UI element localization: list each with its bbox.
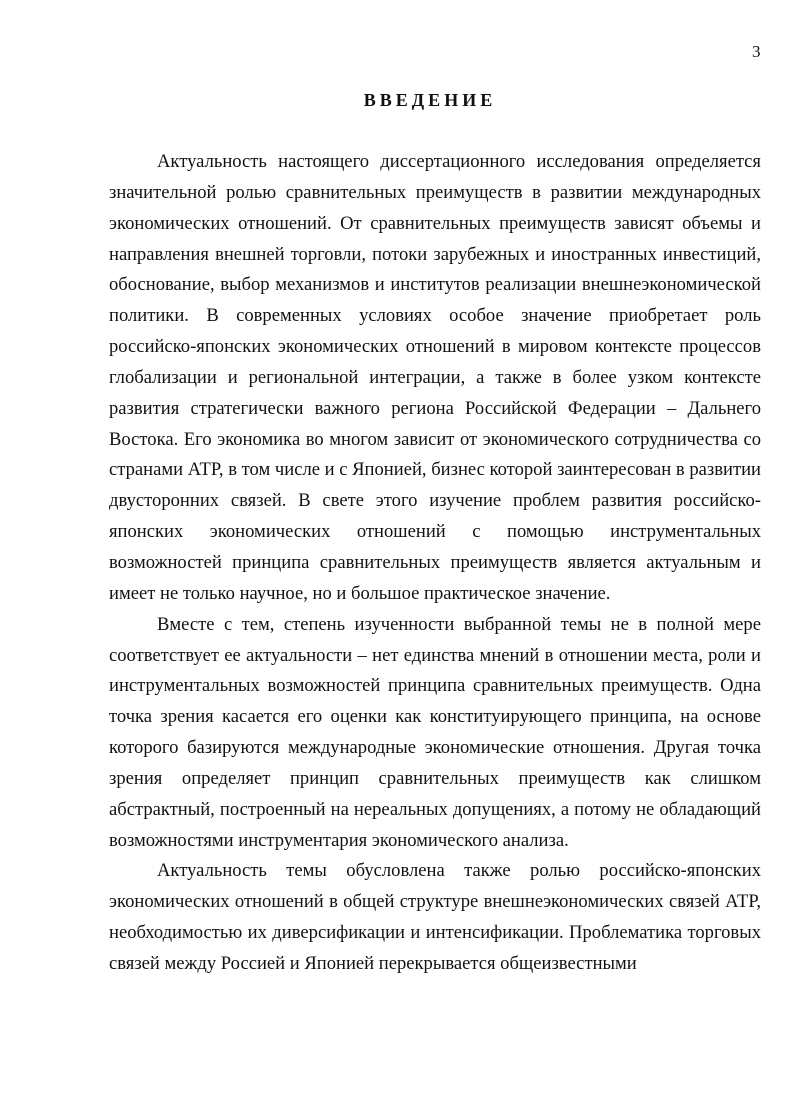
page-number: 3 (752, 42, 761, 61)
paragraph-3: Актуальность темы обусловлена также ролью российско-японских экономических отношений в общей структуре внешнеэкономических связей АТР, необходимостью их диверсификации и интенсификации. Проблематика торговых связей между Россией и Японией перекрывается общеизвестными (109, 860, 761, 974)
body-text (109, 147, 761, 980)
paragraph-1: Актуальность настоящего диссертационного исследования определяется значительной ролью сравнительных преимуществ в развитии международных экономических отношений. От сравнительных преимуществ зависят объемы и направления внешней торговли, потоки зарубежных и иностранных инвестиций, обоснование, выбор механизмов и институтов реализации внешнеэкономической политики. В современных условиях особое значение приобретает роль российско-японских экономических отношений в мировом контексте процессов глобализации и региональной интеграции, а также в более узком контексте развития стратегически важного региона Российской Федерации – Дальнего Востока. Его экономика во многом зависит от экономического сотрудничества со странами АТР, в том числе и с Японией, бизнес которой заинтересован в развитии двусторонних связей. В свете этого изучение проблем развития российско-японских экономических отношений с помощью инструментальных возможностей принципа сравнительных преимуществ является актуальным и имеет не только научное, но и большое практическое значение. (109, 151, 761, 604)
paragraph-2: Вместе с тем, степень изученности выбранной темы не в полной мере соответствует ее актуальности – нет единства мнений в отношении места, роли и инструментальных возможностей принципа сравнительных преимуществ. Одна точка зрения касается его оценки как конституирующего принципа, на основе которого базируются международные экономические отношения. Другая точка зрения определяет принцип сравнительных преимуществ как слишком абстрактный, построенный на нереальных допущениях, а потому не обладающий возможностями инструментария экономического анализа. (109, 613, 761, 851)
page-title: ВВЕДЕНИЕ (363, 90, 497, 110)
